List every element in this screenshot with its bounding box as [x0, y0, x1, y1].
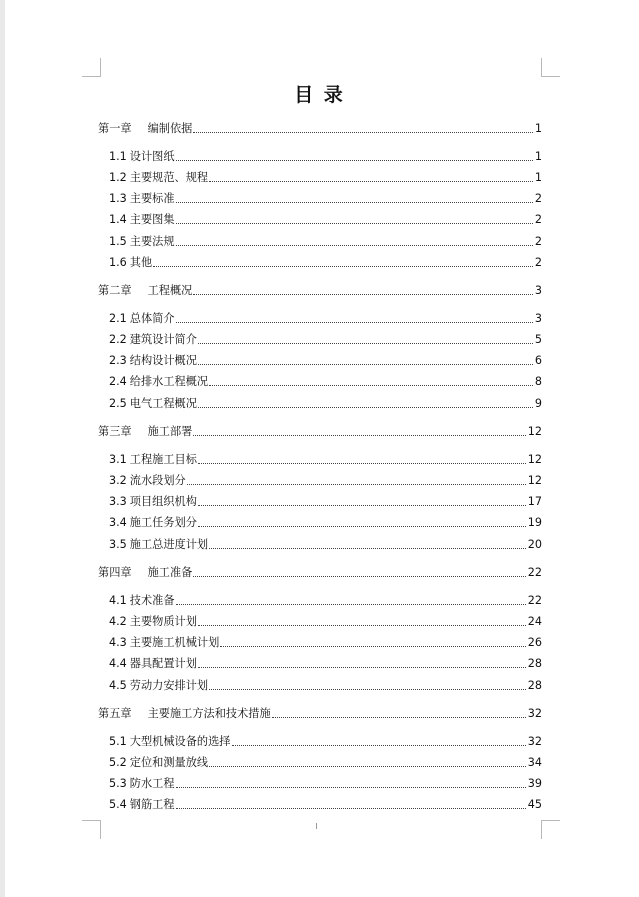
- toc-dot-leader: [209, 766, 526, 767]
- toc-entry-title: 主要标准: [129, 192, 175, 205]
- toc-section-entry[interactable]: [109, 754, 542, 770]
- toc-entry-title: 器具配置计划: [129, 657, 197, 670]
- toc-section-entry[interactable]: [109, 493, 542, 509]
- toc-entry-title: 钢筋工程: [129, 798, 175, 811]
- toc-dot-leader: [193, 132, 533, 133]
- toc-section-entry[interactable]: [109, 395, 542, 411]
- toc-dot-leader: [220, 646, 525, 647]
- toc-entry-number: 3.3: [109, 495, 127, 508]
- toc-section-entry[interactable]: [109, 233, 542, 249]
- toc-section-entry[interactable]: [109, 536, 542, 552]
- toc-dot-leader: [198, 667, 526, 668]
- toc-page-number: 22: [527, 566, 542, 579]
- toc-entry-number: 1.6: [109, 256, 127, 269]
- toc-entry-title: 主要物质计划: [129, 615, 197, 628]
- toc-chapter-entry[interactable]: [98, 705, 542, 721]
- toc-page-number: 32: [527, 707, 542, 720]
- toc-entry-title: 电气工程概况: [129, 397, 197, 410]
- toc-page-number: 26: [527, 636, 542, 649]
- toc-entry-number: 2.2: [109, 333, 127, 346]
- toc-entry-title: 施工部署: [147, 425, 193, 438]
- toc-entry-number: 3.2: [109, 474, 127, 487]
- toc-entry-number: 3.4: [109, 516, 127, 529]
- toc-dot-leader: [176, 223, 533, 224]
- toc-page-number: 2: [534, 213, 542, 226]
- toc-entry-number: 第二章: [98, 284, 132, 297]
- toc-entry-title: 设计图纸: [129, 150, 175, 163]
- toc-dot-leader: [193, 435, 525, 436]
- toc-page-number: 20: [527, 538, 542, 551]
- toc-entry-number: 5.1: [109, 735, 127, 748]
- toc-dot-leader: [198, 343, 533, 344]
- toc-page-number: 17: [527, 495, 542, 508]
- toc-page-number: 19: [527, 516, 542, 529]
- toc-section-entry[interactable]: [109, 310, 542, 326]
- toc-page-number: 3: [534, 312, 542, 325]
- toc-dot-leader: [193, 294, 533, 295]
- toc-entry-title: 大型机械设备的选择: [129, 735, 231, 748]
- toc-entry-number: 3.1: [109, 453, 127, 466]
- toc-section-entry[interactable]: [109, 796, 542, 812]
- toc-section-entry[interactable]: [109, 169, 542, 185]
- toc-section-entry[interactable]: [109, 733, 542, 749]
- toc-dot-leader: [176, 604, 526, 605]
- toc-entry-number: 4.3: [109, 636, 127, 649]
- page-title: 目 录: [294, 84, 345, 106]
- toc-entry-number: 4.2: [109, 615, 127, 628]
- toc-dot-leader: [209, 385, 533, 386]
- toc-entry-number: 1.5: [109, 235, 127, 248]
- toc-section-entry[interactable]: [109, 634, 542, 650]
- toc-page-number: 45: [527, 798, 542, 811]
- toc-entry-title: 主要法规: [129, 235, 175, 248]
- toc-entry-number: 2.1: [109, 312, 127, 325]
- toc-entry-title: 项目组织机构: [129, 495, 197, 508]
- toc-entry-title: 流水段划分: [129, 474, 186, 487]
- toc-page-number: 1: [534, 150, 542, 163]
- toc-entry-number: 2.5: [109, 397, 127, 410]
- crop-mark-bottom-right: [541, 820, 560, 839]
- toc-dot-leader: [232, 745, 526, 746]
- toc-page-number: 12: [527, 425, 542, 438]
- text-cursor-mark: [316, 823, 317, 829]
- toc-page-number: 12: [527, 453, 542, 466]
- toc-entry-number: 第三章: [98, 425, 132, 438]
- toc-entry-number: 5.2: [109, 756, 127, 769]
- toc-dot-leader: [198, 505, 526, 506]
- toc-entry-number: 第一章: [98, 122, 132, 135]
- toc-entry-title: 技术准备: [129, 594, 175, 607]
- toc-section-entry[interactable]: [109, 472, 542, 488]
- toc-entry-title: 施工任务划分: [129, 516, 197, 529]
- toc-entry-title: 主要施工机械计划: [129, 636, 220, 649]
- toc-page-number: 9: [534, 397, 542, 410]
- toc-dot-leader: [198, 526, 526, 527]
- toc-dot-leader: [209, 548, 526, 549]
- crop-mark-bottom-left: [82, 820, 101, 839]
- page-edge: [0, 0, 5, 897]
- toc-entry-title: 定位和测量放线: [129, 756, 209, 769]
- toc-page-number: 32: [527, 735, 542, 748]
- toc-page-number: 2: [534, 192, 542, 205]
- toc-dot-leader: [198, 364, 533, 365]
- toc-dot-leader: [209, 689, 526, 690]
- toc-dot-leader: [198, 407, 533, 408]
- toc-entry-title: 主要规范、规程: [129, 171, 209, 184]
- toc-page-number: 34: [527, 756, 542, 769]
- toc-entry-number: 第四章: [98, 566, 132, 579]
- toc-page-number: 1: [534, 122, 542, 135]
- toc-page-number: 3: [534, 284, 542, 297]
- toc-entry-title: 施工总进度计划: [129, 538, 209, 551]
- toc-section-entry[interactable]: [109, 254, 542, 270]
- toc-dot-leader: [176, 160, 533, 161]
- crop-mark-top-left: [82, 58, 101, 77]
- toc-page-number: 6: [534, 354, 542, 367]
- toc-dot-leader: [187, 484, 526, 485]
- toc-entry-title: 编制依据: [147, 122, 193, 135]
- toc-entry-number: 第五章: [98, 707, 132, 720]
- toc-entry-number: 4.5: [109, 679, 127, 692]
- toc-entry-title: 施工准备: [147, 566, 193, 579]
- toc-dot-leader: [272, 717, 526, 718]
- toc-entry-number: 5.3: [109, 777, 127, 790]
- toc-chapter-entry[interactable]: [98, 120, 542, 136]
- crop-mark-top-right: [541, 58, 560, 77]
- toc-section-entry[interactable]: [109, 613, 542, 629]
- toc-entry-number: 4.4: [109, 657, 127, 670]
- toc-section-entry[interactable]: [109, 148, 542, 164]
- toc-entry-title: 结构设计概况: [129, 354, 197, 367]
- toc-page-number: 1: [534, 171, 542, 184]
- toc-dot-leader: [198, 463, 526, 464]
- toc-section-entry[interactable]: [109, 775, 542, 791]
- toc-entry-title: 主要图集: [129, 213, 175, 226]
- toc-page-number: 2: [534, 235, 542, 248]
- toc-section-entry[interactable]: [109, 592, 542, 608]
- toc-dot-leader: [176, 245, 533, 246]
- toc-entry-number: 1.4: [109, 213, 127, 226]
- toc-page-number: 12: [527, 474, 542, 487]
- toc-page-number: 39: [527, 777, 542, 790]
- toc-page-number: 28: [527, 679, 542, 692]
- toc-page-number: 2: [534, 256, 542, 269]
- toc-dot-leader: [198, 625, 526, 626]
- toc-dot-leader: [176, 322, 533, 323]
- toc-section-entry[interactable]: [109, 190, 542, 206]
- toc-section-entry[interactable]: [109, 514, 542, 530]
- toc-dot-leader: [176, 787, 526, 788]
- toc-entry-title: 给排水工程概况: [129, 375, 209, 388]
- toc-section-entry[interactable]: [109, 211, 542, 227]
- toc-entry-title: 总体简介: [129, 312, 175, 325]
- toc-entry-number: 1.2: [109, 171, 127, 184]
- toc-entry-title: 工程概况: [147, 284, 193, 297]
- toc-page-number: 28: [527, 657, 542, 670]
- toc-entry-title: 其他: [129, 256, 153, 269]
- toc-dot-leader: [193, 576, 525, 577]
- toc-chapter-entry[interactable]: [98, 282, 542, 298]
- toc-entry-number: 3.5: [109, 538, 127, 551]
- toc-section-entry[interactable]: [109, 352, 542, 368]
- toc-entry-title: 建筑设计简介: [129, 333, 197, 346]
- toc-page-number: 22: [527, 594, 542, 607]
- toc-section-entry[interactable]: [109, 677, 542, 693]
- toc-entry-number: 2.4: [109, 375, 127, 388]
- toc-page-number: 24: [527, 615, 542, 628]
- toc-entry-title: 防水工程: [129, 777, 175, 790]
- toc-dot-leader: [176, 202, 533, 203]
- toc-entry-number: 2.3: [109, 354, 127, 367]
- toc-entry-title: 主要施工方法和技术措施: [147, 707, 271, 720]
- toc-chapter-entry[interactable]: [98, 564, 542, 580]
- toc-entry-number: 5.4: [109, 798, 127, 811]
- toc-entry-title: 工程施工目标: [129, 453, 197, 466]
- toc-entry-number: 4.1: [109, 594, 127, 607]
- toc-dot-leader: [209, 181, 533, 182]
- toc-entry-number: 1.3: [109, 192, 127, 205]
- toc-chapter-entry[interactable]: [98, 423, 542, 439]
- toc-section-entry[interactable]: [109, 655, 542, 671]
- toc-dot-leader: [176, 808, 526, 809]
- toc-section-entry[interactable]: [109, 331, 542, 347]
- toc-section-entry[interactable]: [109, 451, 542, 467]
- toc-page-number: 8: [534, 375, 542, 388]
- toc-entry-title: 劳动力安排计划: [129, 679, 209, 692]
- toc-page-number: 5: [534, 333, 542, 346]
- toc-entry-number: 1.1: [109, 150, 127, 163]
- toc-dot-leader: [153, 266, 533, 267]
- toc-section-entry[interactable]: [109, 373, 542, 389]
